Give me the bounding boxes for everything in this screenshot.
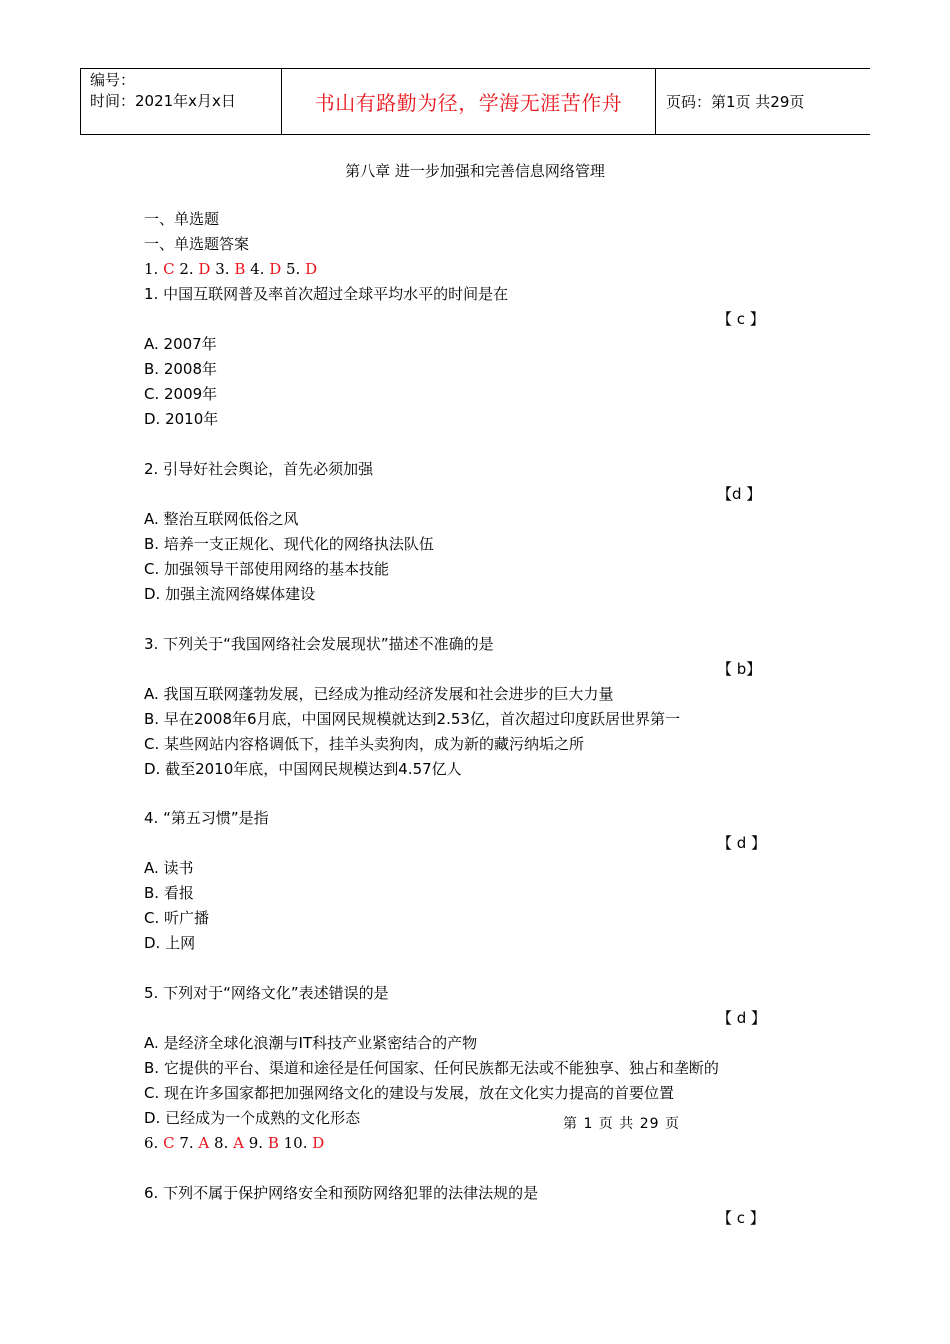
option-item: B. 看报 (144, 884, 194, 903)
answer-bracket: 【 d 】 (717, 834, 767, 853)
question-list (144, 282, 784, 1231)
question-text: 6. 下列不属于保护网络安全和预防网络犯罪的法律法规的是 (144, 1183, 539, 1202)
chapter-title: 第八章 进一步加强和完善信息网络管理 (345, 162, 605, 180)
document-body (144, 207, 784, 1231)
question-text: 2. 引导好社会舆论，首先必须加强 (144, 459, 374, 478)
answer-number: 2. (179, 260, 194, 278)
answer-letter: D (300, 260, 318, 278)
option-item: A. 读书 (144, 859, 194, 878)
question-text: 4. “第五习惯”是指 (144, 809, 269, 828)
option-item: A. 是经济全球化浪潮与IT科技产业紧密结合的产物 (144, 1034, 478, 1053)
answer-number: 8. (214, 1134, 229, 1153)
option-item: B. 它提供的平台、渠道和途径是任何国家、任何民族都无法或不能独享、独占和垄断的 (144, 1059, 719, 1078)
answer-bracket: 【 c 】 (717, 310, 765, 328)
option-item: C. 现在许多国家都把加强网络文化的建设与发展，放在文化实力提高的首要位置 (144, 1084, 675, 1103)
option-item: A. 2007年 (144, 335, 217, 353)
motto: 书山有路勤为径，学海无涯苦作舟 (314, 91, 623, 115)
answer-letter: B (263, 1134, 279, 1153)
answer-number: 6. (144, 1134, 159, 1153)
option-item: D. 截至2010年底，中国网民规模达到4.57亿人 (144, 759, 462, 778)
answer-key-row (144, 257, 784, 282)
answer-letter: C (158, 1134, 175, 1153)
option-item: D. 上网 (144, 934, 196, 953)
option-item: C. 加强领导干部使用网络的基本技能 (144, 559, 390, 578)
option-item: A. 整治互联网低俗之风 (144, 509, 299, 528)
header-motto-cell (282, 69, 656, 134)
answer-letter: B (229, 260, 246, 278)
answers-heading: 一、单选题答案 (144, 235, 250, 253)
question-text: 1. 中国互联网普及率首次超过全球平均水平的时间是在 (144, 285, 509, 303)
option-item: C. 听广播 (144, 909, 210, 928)
answer-bracket-row (144, 831, 784, 856)
header-meta-cell (81, 69, 282, 134)
option-item: C. 2009年 (144, 385, 218, 403)
answer-number: 1. (144, 260, 159, 278)
answer-number: 9. (248, 1134, 264, 1153)
serial-label: 编号： (90, 71, 136, 89)
option-item: B. 2008年 (144, 360, 218, 378)
option-item: A. 我国互联网蓬勃发展，已经成为推动经济发展和社会进步的巨大力量 (144, 684, 614, 703)
option-item: B. 早在2008年6月底，中国网民规模就达到2.53亿，首次超过印度跃居世界第一 (144, 709, 680, 728)
answer-bracket-row (144, 307, 784, 332)
header-page-cell (656, 69, 870, 134)
page-footer: 第 1 页 共 29 页 (563, 1116, 680, 1132)
answer-bracket-row (144, 1006, 784, 1031)
time-label: 时间：2021年x月x日 (90, 92, 236, 110)
header-table (80, 68, 870, 135)
answer-bracket: 【 c 】 (717, 1208, 765, 1227)
answer-letter: D (193, 260, 211, 278)
section-heading: 一、单选题 (144, 210, 220, 228)
answer-letter: D (264, 260, 282, 278)
option-item: D. 加强主流网络媒体建设 (144, 584, 316, 603)
option-item: D. 已经成为一个成熟的文化形态 (144, 1109, 361, 1128)
answer-bracket-row (144, 1206, 784, 1231)
answer-key-row (144, 1131, 784, 1156)
answer-number: 3. (215, 260, 230, 278)
answer-letter: A (193, 1134, 210, 1153)
answer-number: 4. (250, 260, 265, 278)
answer-bracket: 【d 】 (717, 484, 762, 503)
question-text: 5. 下列对于“网络文化”表述错误的是 (144, 984, 389, 1003)
option-item: B. 培养一支正规化、现代化的网络执法队伍 (144, 534, 434, 553)
answer-bracket: 【 d 】 (717, 1009, 767, 1028)
answer-number: 7. (179, 1134, 194, 1153)
answer-letter: A (228, 1134, 244, 1153)
option-item: D. 2010年 (144, 410, 219, 428)
page-code: 页码：第1页 共29页 (666, 93, 805, 111)
option-item: C. 某些网站内容格调低下，挂羊头卖狗肉，成为新的藏污纳垢之所 (144, 734, 585, 753)
answer-bracket: 【 b】 (717, 659, 762, 678)
answer-number: 5. (286, 260, 301, 278)
question-text: 3. 下列关于“我国网络社会发展现状”描述不准确的是 (144, 634, 494, 653)
answer-letter: C (158, 260, 175, 278)
answer-bracket-row (144, 482, 784, 507)
answer-number: 10. (283, 1134, 308, 1153)
answer-bracket-row (144, 657, 784, 682)
answer-letter: D (307, 1134, 325, 1153)
